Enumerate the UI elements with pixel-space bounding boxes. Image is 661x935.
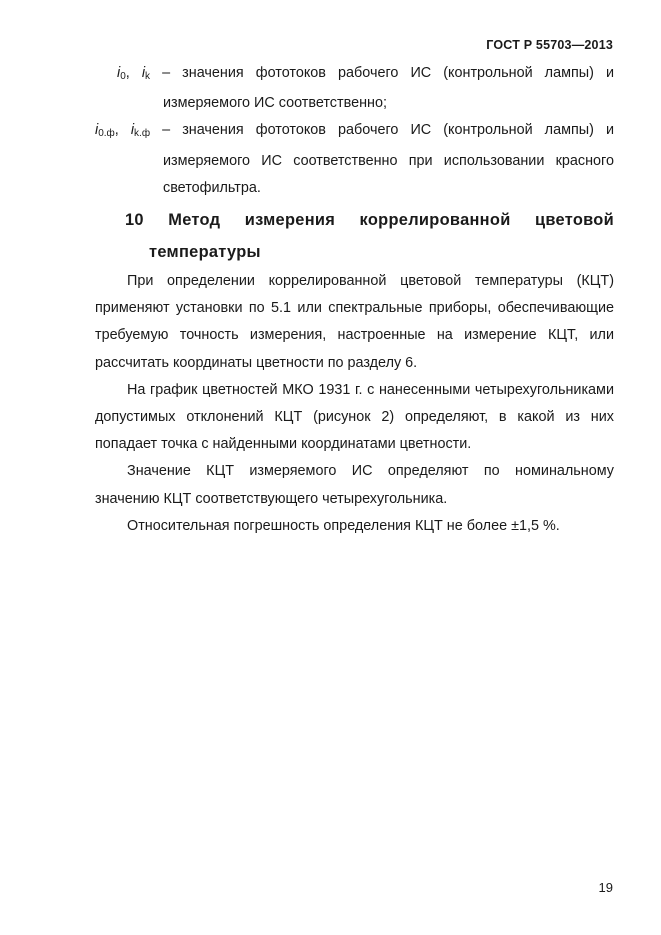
section-heading: 10 Метод измерения коррелированной цветовой температуры	[125, 211, 614, 262]
definition-text: – значения фототоков рабочего ИС (контрольной лампы) и измеряемого ИС соответственно;	[150, 65, 615, 112]
paragraph: Значение КЦТ измеряемого ИС определяют по номинальному значению КЦТ соответствующего четырехугольника.	[95, 463, 614, 507]
document-header: ГОСТ Р 55703—2013	[486, 38, 613, 52]
paragraph: При определении коррелированной цветовой температуры (КЦТ) применяют установки по 5.1 или спектральные приборы, обеспечивающие требуемую точность измерения, настроенные на измерение КЦТ, или рассчитать координаты цветности по разделу 6.	[95, 273, 614, 371]
definition-item: $i_{0.ф}$, $i_{k.ф}$ – значения фототоков рабочего ИС (контрольной лампы) и измеряемого ИС соответственно при использовании красного светофильтра.	[95, 122, 614, 196]
definition-text: – значения фототоков рабочего ИС (контрольной лампы) и измеряемого ИС соответственно при использовании красного светофильтра.	[150, 122, 614, 196]
page-content	[95, 60, 614, 540]
symbol: $i_0$	[117, 65, 126, 82]
paragraph: Относительная погрешность определения КЦТ не более ±1,5 %.	[127, 517, 560, 534]
symbol: $i_{0.ф}$	[95, 122, 115, 140]
symbol: $i_k$	[141, 65, 151, 82]
page-number: 19	[598, 880, 613, 895]
symbol: $i_{k.ф}$	[130, 122, 151, 140]
definition-item: $i_0$, $i_k$ – значения фототоков рабочего ИС (контрольной лампы) и измеряемого ИС соответственно;	[117, 65, 615, 112]
paragraph: На график цветностей МКО 1931 г. с нанесенными четырехугольниками допустимых отклонений КЦТ (рисунок 2) определяют, в какой из них попадает точка с найденными координатами цветности.	[95, 381, 614, 453]
